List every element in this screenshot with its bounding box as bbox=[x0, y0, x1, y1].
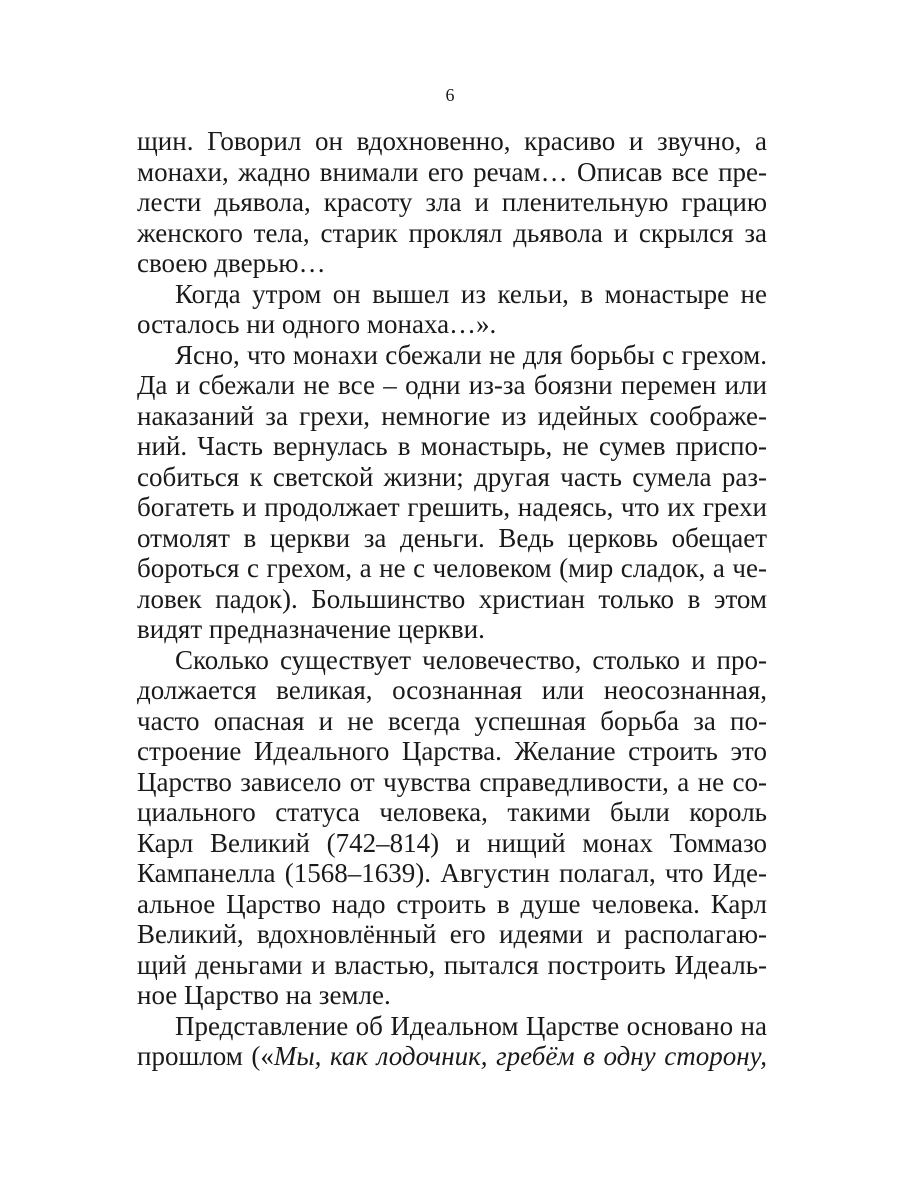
text-line: щин. Говорил он вдохновенно, красиво и звучно, а bbox=[137, 126, 767, 156]
text-line: Да и сбежали не все – одни из-за боязни перемен или bbox=[137, 370, 767, 400]
paragraph-3 bbox=[137, 340, 767, 645]
text-line: часто опасная и не всегда успешная борьба за по- bbox=[137, 705, 767, 736]
paragraph-4 bbox=[137, 645, 767, 1011]
text-line: женского тела, старик проклял дьявола и скрылся за bbox=[137, 217, 767, 248]
text-line: бороться с грехом, а не с человеком (мир сладок, а че- bbox=[137, 553, 767, 583]
paragraph-5 bbox=[137, 1011, 767, 1072]
text-line: монахи, жадно внимали его речам… Описав все пре- bbox=[137, 156, 767, 187]
text-line: богатеть и продолжает грешить, надеясь, что их грехи bbox=[137, 492, 767, 522]
text-line: своею дверью… bbox=[137, 248, 326, 278]
text-line: Когда утром он вышел из кельи, в монастыре не bbox=[175, 278, 767, 309]
text-line: ное Царство на земле. bbox=[137, 980, 391, 1010]
text-line: строение Идеального Царства. Желание строить это bbox=[137, 736, 767, 766]
paragraph-1 bbox=[137, 126, 767, 279]
text-line: Карл Великий (742–814) и нищий монах Томмазо bbox=[137, 827, 767, 858]
paragraph-2 bbox=[137, 279, 767, 340]
text-line: Царство зависело от чувства справедливости, а не со- bbox=[137, 766, 767, 797]
text-line: щий деньгами и властью, пытался построить Идеаль- bbox=[137, 949, 767, 980]
page-body-text bbox=[137, 126, 767, 1072]
text-line: Представление об Идеальном Царстве основано на bbox=[175, 1010, 767, 1041]
text-line: Великий, вдохновлённый его идеями и располагаю- bbox=[137, 919, 767, 949]
text-line: альное Царство надо строить в душе человека. Карл bbox=[137, 888, 767, 919]
page-number: 6 bbox=[445, 85, 455, 105]
text-line-mixed bbox=[137, 1041, 767, 1072]
text-line: видят предназначение церкви. bbox=[137, 614, 485, 644]
text-line: отмолят в церкви за деньги. Ведь церковь обещает bbox=[137, 522, 767, 553]
text-line: циального статуса человека, такими были король bbox=[137, 797, 767, 827]
text-line: лести дьявола, красоту зла и пленительную грацию bbox=[137, 187, 767, 217]
text-span: прошлом (« bbox=[137, 1041, 274, 1071]
italic-quote: Мы, как лодочник, гребём в одну сторону, bbox=[273, 1041, 767, 1071]
text-line: собиться к светской жизни; другая часть сумела раз- bbox=[137, 461, 767, 492]
text-line: осталось ни одного монаха…». bbox=[137, 309, 497, 339]
text-line: наказаний за грехи, немногие из идейных соображе- bbox=[137, 400, 767, 431]
text-line: ний. Часть вернулась в монастырь, не сумев приспо- bbox=[137, 431, 767, 461]
text-line: Кампанелла (1568–1639). Августин полагал, что Иде- bbox=[137, 858, 767, 888]
text-line: Сколько существует человечество, столько и про- bbox=[175, 644, 767, 675]
text-line: ловек падок). Большинство христиан только в этом bbox=[137, 583, 767, 614]
text-line: Ясно, что монахи сбежали не для борьбы с грехом. bbox=[175, 339, 767, 370]
text-line: должается великая, осознанная или неосознанная, bbox=[137, 675, 767, 705]
